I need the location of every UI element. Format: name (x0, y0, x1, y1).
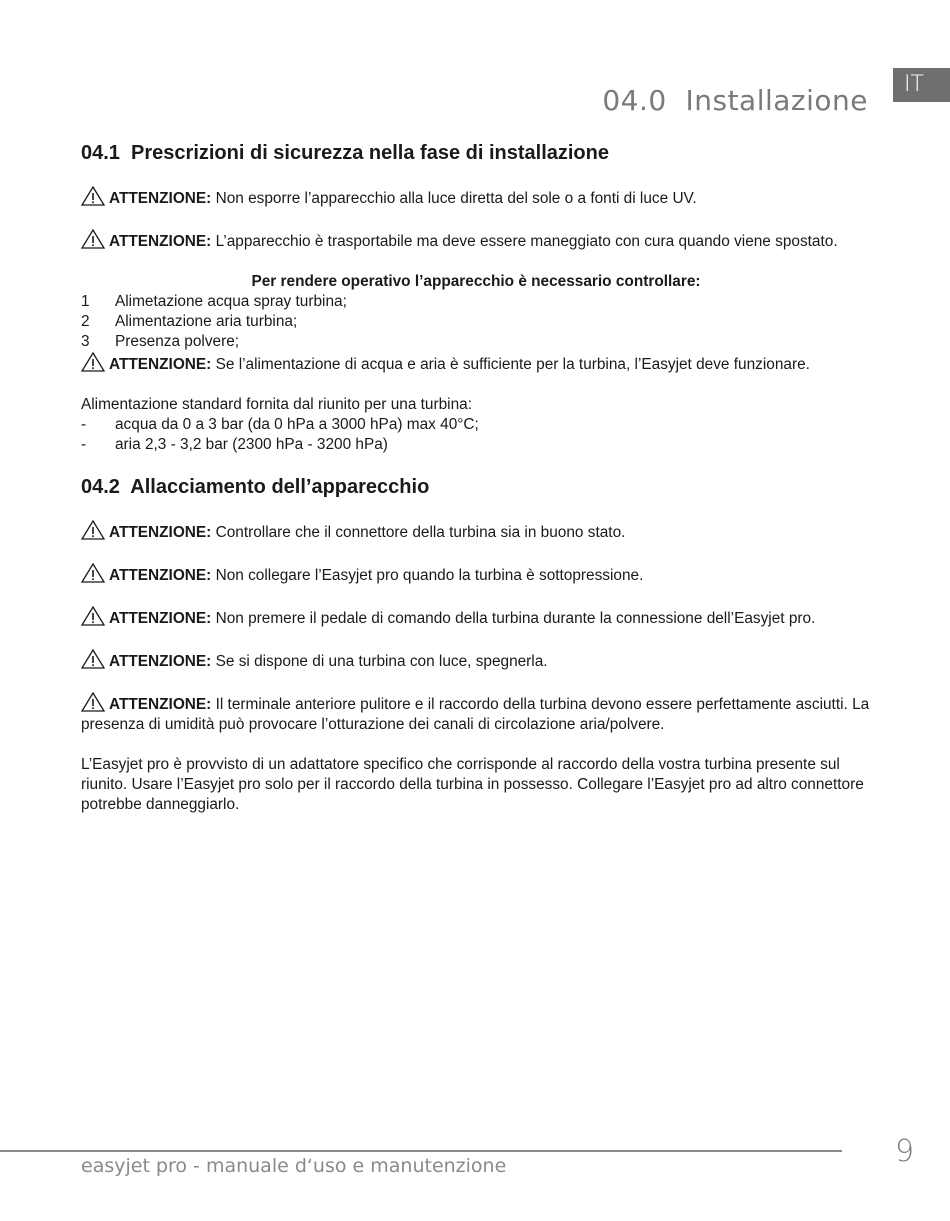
document-body (81, 138, 871, 815)
body-paragraph: L’Easyjet pro è provvisto di un adattatore specifico che corrisponde al raccordo della vostra turbina presente sul riunito. Usare l’Easyjet pro solo per il raccordo della turbina in possesso. Collegare l’Easyjet pro ad altro connettore potrebbe danneggiarlo. (81, 756, 864, 813)
warning-label: ATTENZIONE: (109, 524, 212, 541)
list-item (81, 415, 871, 435)
warning-text: Il terminale anteriore pulitore e il raccordo della turbina devono essere perfettamente asciutti. La presenza di umidità può provocare l’otturazione dei canali di circolazione aria/polvere. (81, 696, 870, 733)
warning-paragraph (81, 649, 871, 672)
page-number: 9 (895, 1134, 915, 1169)
section-heading-04-2: 04.2 Allacciamento dell’apparecchio (81, 476, 430, 498)
list-bullet: - (81, 436, 87, 453)
warning-triangle-icon (81, 563, 105, 583)
warning-triangle-icon (81, 692, 105, 712)
language-tab: IT (893, 68, 950, 102)
warning-paragraph (81, 229, 871, 252)
warning-label: ATTENZIONE: (109, 653, 212, 670)
warning-text: Non esporre l’apparecchio alla luce diretta del sole o a fonti di luce UV. (211, 190, 697, 207)
warning-label: ATTENZIONE: (109, 190, 212, 207)
warning-triangle-icon (81, 186, 105, 206)
list-text: aria 2,3 - 3,2 bar (2300 hPa - 3200 hPa) (115, 436, 388, 453)
warning-paragraph (81, 606, 871, 629)
list-number: 2 (81, 313, 90, 330)
footer-text: easyjet pro - manuale d‘uso e manutenzione (81, 1155, 507, 1177)
warning-text: Se l’alimentazione di acqua e aria è sufficiente per la turbina, l’Easyjet deve funzionare. (211, 356, 810, 373)
warning-text: Controllare che il connettore della turbina sia in buono stato. (211, 524, 626, 541)
list-text: Presenza polvere; (115, 333, 240, 350)
list-text: Alimetazione acqua spray turbina; (115, 293, 347, 310)
list-number: 1 (81, 293, 90, 310)
list-bullet: - (81, 416, 87, 433)
chapter-title: 04.0 Installazione (602, 84, 868, 117)
supply-title: Alimentazione standard fornita dal riunito per una turbina: (81, 396, 472, 413)
list-item (81, 435, 871, 455)
warning-label: ATTENZIONE: (109, 356, 212, 373)
warning-triangle-icon (81, 649, 105, 669)
warning-label: ATTENZIONE: (109, 696, 212, 713)
list-item (81, 332, 871, 352)
list-text: Alimentazione aria turbina; (115, 313, 298, 330)
warning-triangle-icon (81, 520, 105, 540)
warning-paragraph (81, 186, 871, 209)
warning-triangle-icon (81, 606, 105, 626)
warning-label: ATTENZIONE: (109, 233, 212, 250)
list-item (81, 312, 871, 332)
warning-text: Se si dispone di una turbina con luce, spegnerla. (211, 653, 548, 670)
warning-paragraph (81, 692, 871, 735)
warning-label: ATTENZIONE: (109, 567, 212, 584)
check-title: Per rendere operativo l’apparecchio è necessario controllare: (251, 273, 701, 290)
list-text: acqua da 0 a 3 bar (da 0 hPa a 3000 hPa) max 40°C; (115, 416, 479, 433)
footer-rule (0, 1150, 842, 1152)
warning-paragraph (81, 352, 871, 375)
list-item (81, 292, 871, 312)
list-number: 3 (81, 333, 90, 350)
warning-triangle-icon (81, 352, 105, 372)
warning-text: Non collegare l’Easyjet pro quando la turbina è sottopressione. (211, 567, 644, 584)
warning-text: L’apparecchio è trasportabile ma deve essere maneggiato con cura quando viene spostato. (211, 233, 838, 250)
warning-paragraph (81, 520, 871, 543)
warning-text: Non premere il pedale di comando della turbina durante la connessione dell’Easyjet pro. (211, 610, 816, 627)
check-list (81, 292, 871, 352)
warning-triangle-icon (81, 229, 105, 249)
warning-label: ATTENZIONE: (109, 610, 212, 627)
section-heading-04-1: 04.1 Prescrizioni di sicurezza nella fase di installazione (81, 142, 609, 164)
warning-paragraph (81, 563, 871, 586)
supply-list (81, 415, 871, 455)
